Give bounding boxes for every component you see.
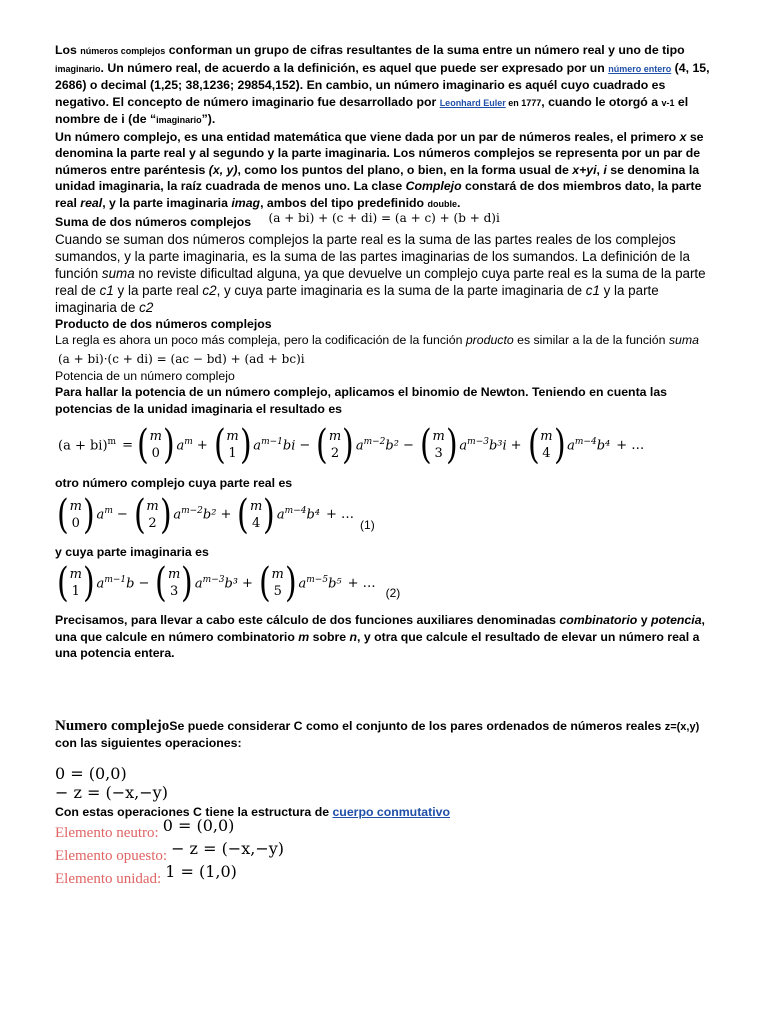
numero-complejo-heading: Numero complejo: [55, 717, 170, 734]
binomial-term: [55, 560, 135, 606]
term-power: $a^{m-3}b^3i$: [459, 436, 507, 454]
term-power: $a^{m-3}b^3$: [194, 574, 239, 592]
cuerpo-conmutativo-link[interactable]: cuerpo conmutativo: [332, 804, 450, 819]
real-part-formula: ( m 0 ) $a^m$ − ( m 2 ) $a^{m-2}b^2$ + ( m 4 ) $a^{m-4}b^4$ + … (1): [56, 491, 375, 538]
elemento-label: Elemento opuesto:: [55, 848, 168, 864]
binomial-coefficient: ( m 3 ): [155, 560, 193, 606]
producto-heading: Producto de dos números complejos: [55, 316, 272, 331]
elemento-formula: 0 = (0,0): [162, 816, 235, 835]
binomial-expansion-formula: (a + bi)$^m$ = ( m 0 ) $a^m$ + ( m 1 ) $a^{m-1}bi$ − ( m 2 ) $a^{m-2}b^2$ − ( m 3 ) $a^{m-3}b^3i$ + ( m 4 ) $a^{m-4}b^4$ + …: [58, 422, 645, 468]
numero-complejo-paragraph: Numero complejoSe puede considerar C como el conjunto de los pares ordenados de números reales z=(x,y) con las siguientes operaciones:: [55, 717, 700, 750]
term-sign: −: [402, 437, 414, 453]
elemento-row: [55, 862, 715, 891]
binomial-term: [135, 422, 193, 468]
opposite-formula: − z = (−x,−y): [55, 782, 168, 802]
real-part-intro: otro número complejo cuya parte real es: [55, 476, 293, 490]
definition-paragraph: Un número complejo, es una entidad matemática que viene dada por un par de números reales, el primero x se denomina la parte real y al segundo y la parte imaginaria. Los números complejos se representa por un par de números entre paréntesis (x, y), como los puntos del plano, o bien, en la forma usual de x+yi, i se denomina la unidad imaginaria, la raíz cuadrada de menos uno. La clase Complejo constará de dos miembros dato, la parte real real, y la parte imaginaria imag, ambos del tipo predefinido double.: [55, 129, 704, 210]
elemento-label: Elemento unidad:: [55, 871, 162, 887]
term-power: $a^{m-2}b^2$: [355, 436, 399, 454]
elemento-formula: 1 = (1,0): [165, 862, 237, 881]
binomial-term: [55, 491, 113, 538]
producto-formula: (a + bi)·(c + di) = (ac − bd) + (ad + bc)i: [58, 351, 305, 366]
binomial-coefficient: ( m 1 ): [56, 560, 95, 606]
binomial-coefficient: ( m 5 ): [258, 560, 297, 606]
term-sign: −: [116, 507, 128, 522]
term-power: $a^{m-4}b^4$: [276, 506, 321, 523]
elementos-list: [55, 816, 715, 891]
binomial-coefficient: ( m 1 ): [213, 422, 252, 468]
term-sign: +: [220, 507, 232, 522]
binomial-coefficient: ( m 4 ): [527, 422, 566, 468]
potencia-heading: Potencia de un número complejo: [55, 368, 235, 383]
binomial-term: [295, 422, 399, 468]
term-sign: −: [299, 437, 311, 453]
binomial-term: [507, 422, 611, 468]
binomial-coefficient: ( m 4 ): [237, 491, 275, 538]
suma-heading: Suma de dos números complejos (a + bi) + (c + di) = (a + c) + (b + d)i: [55, 211, 500, 229]
precisamos-paragraph: Precisamos, para llevar a cabo este cálculo de dos funciones auxiliares denominadas combinatorio y potencia, una que calcule en número combinatorio m sobre n, y otra que calcule el resultado de elevar un número real a una potencia entera.: [55, 613, 705, 660]
zero-formula: 0 = (0,0): [55, 763, 127, 783]
document-page: [55, 42, 715, 891]
term-sign: +: [510, 437, 522, 453]
term-power: $a^m$: [176, 436, 193, 454]
term-power: $a^m$: [96, 506, 113, 523]
term-power: $a^{m-1}b$: [96, 574, 135, 592]
elemento-label: Elemento neutro:: [55, 825, 159, 841]
formula-ref-1: (1): [360, 517, 375, 532]
term-sign: +: [196, 437, 208, 453]
producto-paragraph: La regla es ahora un poco más compleja, pero la codificación de la función producto es similar a la de la función suma: [55, 333, 699, 347]
leonhard-euler-link[interactable]: Leonhard Euler: [439, 97, 506, 108]
numero-entero-link[interactable]: número entero: [608, 63, 672, 74]
binomial-coefficient: ( m 2 ): [133, 491, 172, 538]
suma-formula: (a + bi) + (c + di) = (a + c) + (b + d)i: [268, 211, 500, 225]
term-power: $a^{m-4}b^4$: [567, 436, 611, 454]
elemento-row: [55, 816, 715, 845]
elemento-formula: − z = (−x,−y): [171, 839, 285, 858]
term-sign: +: [242, 575, 253, 591]
elemento-row: [55, 839, 715, 868]
binomial-term: [399, 422, 507, 468]
cuerpo-sentence: Con estas operaciones C tiene la estructura de cuerpo conmutativo: [55, 804, 450, 819]
binomial-coefficient: ( m 0 ): [56, 491, 95, 538]
term-power: $a^{m-5}b^5$: [298, 574, 342, 592]
term-sign: −: [138, 575, 150, 591]
formula-ref-2: (2): [385, 586, 401, 600]
binomial-coefficient: ( m 0 ): [136, 422, 175, 468]
binomial-term: [216, 491, 321, 538]
binomial-coefficient: ( m 3 ): [419, 422, 458, 468]
term-power: $a^{m-2}b^2$: [173, 506, 217, 523]
intro-paragraph: Los números complejos conforman un grupo de cifras resultantes de la suma entre un número real y uno de tipo imaginario. Un número real, de acuerdo a la definición, es aquel que puede ser expresado por un número entero (4, 15, 2686) o decimal (1,25; 38,1236; 29854,152). En cambio, un número imaginario es aquél cuyo cuadrado es negativo. El concepto de número imaginario fue desarrollado por Leonhard Euler en 1777, cuando le otorgó a v-1 el nombre de i (de “imaginario”).: [55, 43, 710, 126]
potencia-paragraph: Para hallar la potencia de un número complejo, aplicamos el binomio de Newton. Teniendo en cuenta las potencias de la unidad imaginaria el resultado es: [55, 385, 668, 416]
imag-part-formula: ( m 1 ) $a^{m-1}b$ − ( m 3 ) $a^{m-3}b^3$ + ( m 5 ) $a^{m-5}b^5$ + … (2): [56, 560, 401, 606]
binomial-term: [134, 560, 239, 606]
imag-part-intro: y cuya parte imaginaria es: [55, 544, 209, 559]
binomial-coefficient: ( m 2 ): [316, 422, 354, 468]
binomial-term: [113, 491, 217, 538]
suma-paragraph: Cuando se suman dos números complejos la parte real es la suma de las partes reales de los complejos sumandos, y la parte imaginaria, es la suma de las partes imaginarias de los sumandos. La definición de la función suma no reviste dificultad alguna, ya que devuelve un complejo cuya parte real es la suma de la parte real de c1 y la parte real c2, y cuya parte imaginaria es la suma de la parte imaginaria de c1 y la parte imaginaria de c2: [55, 231, 706, 315]
term-power: $a^{m-1}bi$: [253, 436, 296, 454]
binomial-term: [193, 422, 296, 468]
binomial-term: [238, 560, 342, 606]
